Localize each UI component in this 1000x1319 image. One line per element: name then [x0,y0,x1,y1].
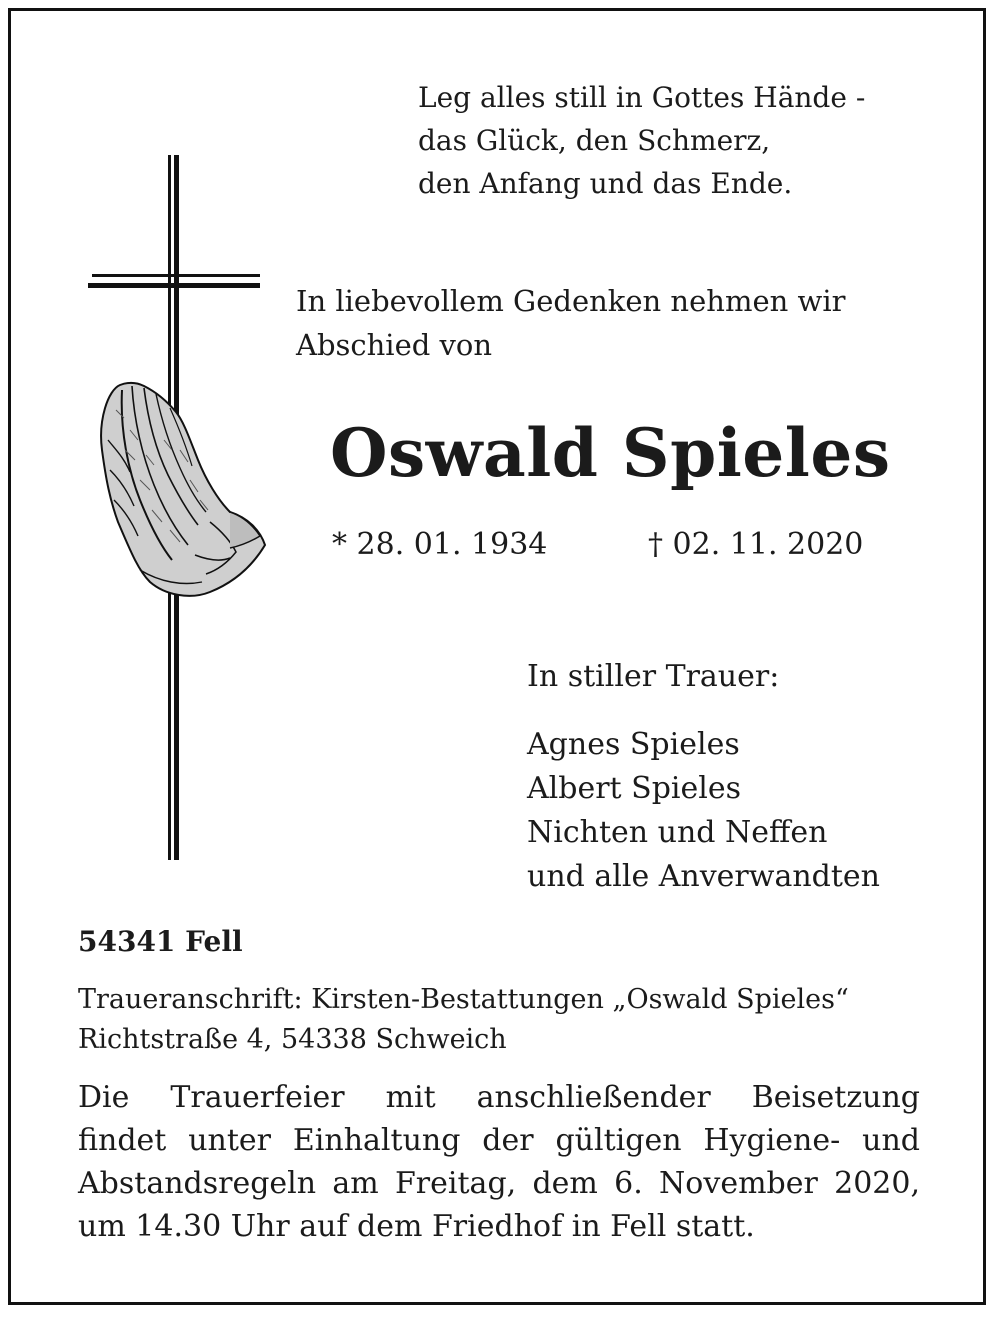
ceremony-line: Abstandsregeln am Freitag, dem 6. November 2020, [78,1166,920,1201]
ceremony-line: findet unter Einhaltung der gültigen Hygiene- und [78,1123,920,1158]
ceremony-info [78,1076,920,1248]
birth-date: * 28. 01. 1934 [332,527,548,562]
ceremony-line: Die Trauerfeier mit anschließender Beisetzung [78,1080,920,1115]
intro-line: In liebevollem Gedenken nehmen wir [296,284,846,318]
mourner-item: Nichten und Neffen [527,815,828,850]
intro-text [296,279,845,367]
address-line: Richtstraße 4, 54338 Schweich [78,1024,507,1055]
poem-line: den Anfang und das Ende. [418,167,793,200]
mourner-item: Albert Spieles [527,771,741,806]
cross-icon [80,150,280,870]
mourner-item: und alle Anverwandten [527,859,880,894]
mourning-address [78,980,849,1060]
place: 54341 Fell [78,925,243,958]
mourner-item: Agnes Spieles [527,727,740,762]
mourning-heading: In stiller Trauer: [527,659,780,694]
praying-hands-icon [101,383,265,596]
poem [418,76,865,205]
ceremony-line: um 14.30 Uhr auf dem Friedhof in Fell statt. [78,1209,755,1244]
poem-line: Leg alles still in Gottes Hände - [418,81,866,114]
deceased-name: Oswald Spieles [330,414,891,492]
intro-line: Abschied von [296,328,493,362]
death-date: † 02. 11. 2020 [648,527,864,562]
mourners-list [527,723,880,899]
poem-line: das Glück, den Schmerz, [418,124,771,157]
address-line: Traueranschrift: Kirsten-Bestattungen „Oswald Spieles“ [78,984,849,1015]
